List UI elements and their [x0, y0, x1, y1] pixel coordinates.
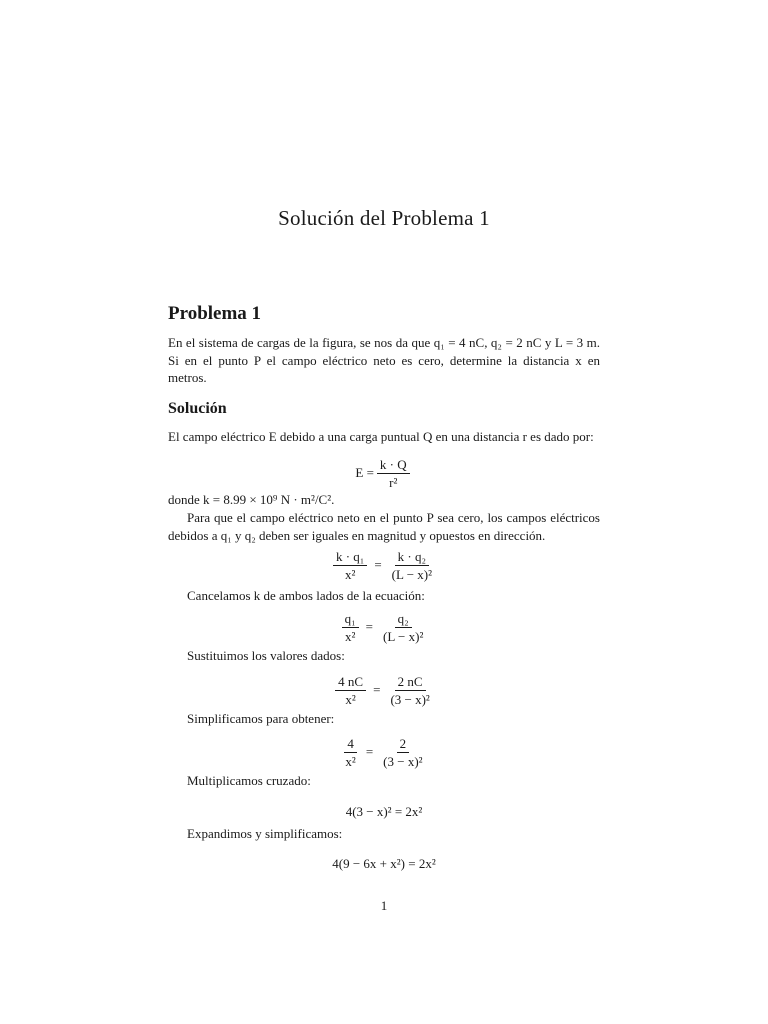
k-definition: donde k = 8.99 × 10⁹ N · m²/C².	[168, 492, 335, 507]
problem-heading: Problema 1	[168, 303, 262, 324]
equation-cross-multiplied	[168, 803, 600, 821]
equation-lhs: E =	[355, 465, 374, 480]
numerator: 2 nC	[395, 674, 426, 691]
fraction-left	[342, 736, 358, 769]
numerator: 4	[344, 736, 357, 753]
zero-field-condition: Para que el campo eléctrico neto en el punto P sea cero, los campos eléctricos debidos a q₁ y q₂ deben ser iguales en magnitud y opuestos en dirección.	[168, 510, 600, 543]
denominator: (L − x)²	[391, 566, 433, 582]
step-expand: Expandimos y simplificamos:	[187, 826, 343, 841]
equals-sign: =	[365, 619, 374, 634]
solution-intro: El campo eléctrico E debido a una carga puntual Q en una distancia r es dado por:	[168, 429, 594, 444]
numerator: q₂	[395, 611, 412, 628]
equals-sign: =	[373, 682, 381, 697]
equation-substituted	[168, 672, 600, 708]
denominator: r²	[389, 474, 398, 490]
equals-sign: =	[365, 744, 374, 759]
page-number: 1	[380, 898, 388, 913]
fraction-right	[387, 674, 432, 707]
equation-field-definition	[168, 456, 600, 490]
numerator: 4 nC	[335, 674, 366, 691]
numerator: k · q₂	[395, 549, 429, 566]
denominator: (3 − x)²	[390, 691, 430, 707]
document-title: Solución del Problema 1	[278, 206, 490, 230]
denominator: x²	[344, 566, 356, 582]
fraction-right	[380, 611, 426, 644]
fraction-right	[380, 736, 425, 769]
numerator: 2	[397, 736, 410, 753]
denominator: (L − x)²	[383, 628, 424, 644]
solution-heading: Solución	[168, 400, 227, 417]
equation-expanded	[168, 855, 600, 873]
step-substitute: Sustituimos los valores dados:	[187, 648, 345, 663]
equation-charges	[168, 609, 600, 645]
numerator: k · Q	[377, 457, 410, 474]
fraction	[377, 457, 410, 490]
problem-statement: En el sistema de cargas de la figura, se nos da que q₁ = 4 nC, q₂ = 2 nC y L = 3 m. Si en el punto P el campo eléctrico neto es cero, determine la distancia x en metros.	[168, 335, 600, 385]
step-simplify: Simplificamos para obtener:	[187, 711, 335, 726]
denominator: x²	[345, 691, 356, 707]
equation-balance	[168, 547, 600, 583]
fraction-left	[342, 611, 359, 644]
denominator: x²	[344, 628, 356, 644]
fraction-right	[389, 549, 435, 582]
equals-sign: =	[374, 557, 382, 572]
equation-text: 4(9 − 6x + x²) = 2x²	[332, 856, 436, 871]
equation-text: 4(3 − x)² = 2x²	[345, 804, 423, 819]
step-cancel-k: Cancelamos k de ambos lados de la ecuación:	[187, 588, 425, 603]
denominator: x²	[345, 753, 356, 769]
fraction-left	[335, 674, 366, 707]
equation-simplified	[168, 734, 600, 770]
numerator: k · q₁	[333, 549, 367, 566]
denominator: (3 − x)²	[383, 753, 423, 769]
fraction-left	[333, 549, 367, 582]
numerator: q₁	[342, 611, 359, 628]
step-cross-multiply: Multiplicamos cruzado:	[187, 773, 311, 788]
